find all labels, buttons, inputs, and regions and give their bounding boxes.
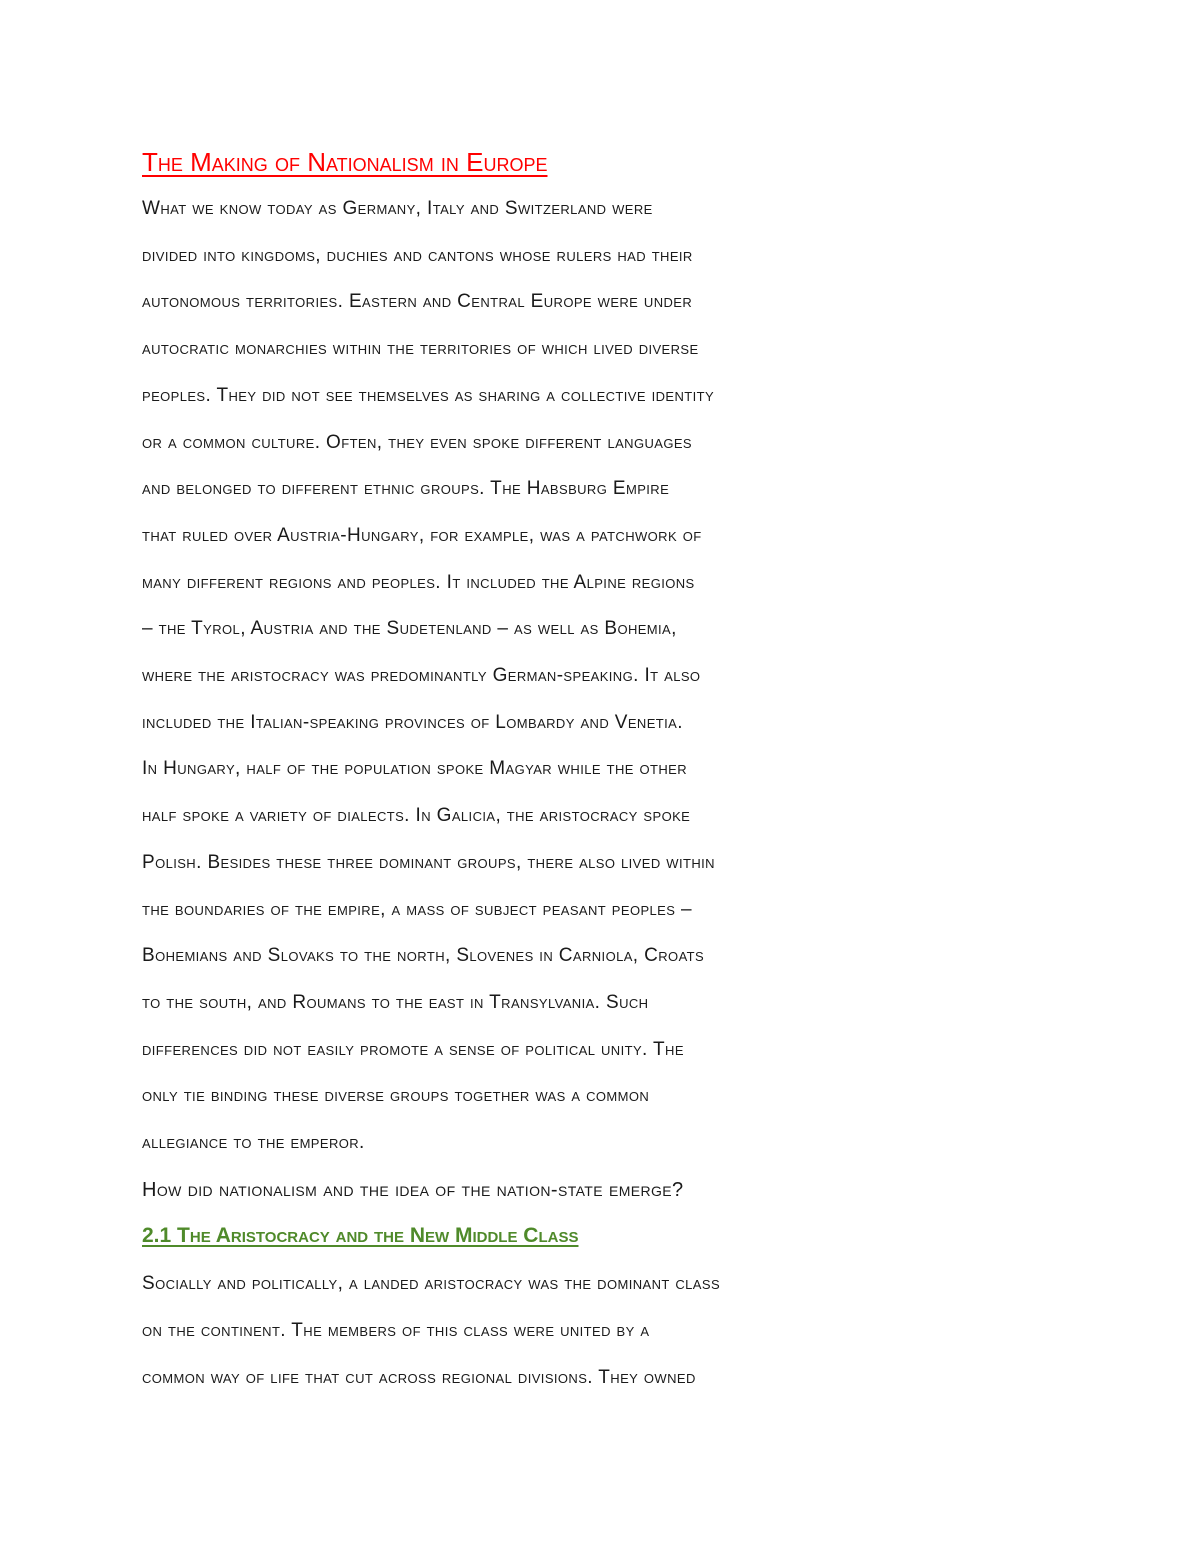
text-line: autocratic monarchies within the territories of which lived diverse [142, 338, 699, 360]
text-line: – the Tyrol, Austria and the Sudetenland – as well as Bohemia, [142, 618, 677, 640]
text-line: included the Italian-speaking provinces of Lombardy and Venetia. [142, 711, 683, 733]
text-line: the boundaries of the empire, a mass of subject peasant peoples – [142, 898, 692, 920]
text-line: Polish. Besides these three dominant groups, there also lived within [142, 851, 715, 873]
text-line: many different regions and peoples. It included the Alpine regions [142, 571, 695, 593]
text-line: and belonged to different ethnic groups. The Habsburg Empire [142, 478, 670, 500]
paragraph-2 [142, 1261, 842, 1401]
document-content [142, 140, 842, 1402]
text-line: where the aristocracy was predominantly German-speaking. It also [142, 665, 701, 687]
text-line: only tie binding these diverse groups together was a common [142, 1085, 650, 1107]
text-line: or a common culture. Often, they even spoke different languages [142, 431, 692, 453]
section-question: How did nationalism and the idea of the nation-state emerge? [142, 1178, 684, 1201]
text-line: Socially and politically, a landed aristocracy was the dominant class [142, 1273, 721, 1295]
text-line: divided into kingdoms, duchies and cantons whose rulers had their [142, 244, 693, 266]
text-line: peoples. They did not see themselves as sharing a collective identity [142, 384, 715, 406]
section-heading: 2.1 The Aristocracy and the New Middle Class [142, 1224, 579, 1248]
text-line: In Hungary, half of the population spoke Magyar while the other [142, 758, 687, 780]
text-line: Bohemians and Slovaks to the north, Slovenes in Carniola, Croats [142, 945, 705, 967]
document-title: The Making of Nationalism in Europe [142, 147, 548, 177]
text-line: allegiance to the emperor. [142, 1132, 365, 1154]
text-line: to the south, and Roumans to the east in Transylvania. Such [142, 991, 649, 1013]
text-line: on the continent. The members of this class were united by a [142, 1320, 650, 1342]
text-line: half spoke a variety of dialects. In Galicia, the aristocracy spoke [142, 805, 691, 827]
text-line: What we know today as Germany, Italy and Switzerland were [142, 198, 653, 219]
text-line: differences did not easily promote a sense of political unity. The [142, 1038, 684, 1060]
text-line: common way of life that cut across regional divisions. They owned [142, 1366, 696, 1388]
paragraph-1 [142, 186, 842, 1167]
text-line: that ruled over Austria-Hungary, for example, was a patchwork of [142, 524, 702, 546]
text-line: autonomous territories. Eastern and Central Europe were under [142, 291, 693, 313]
